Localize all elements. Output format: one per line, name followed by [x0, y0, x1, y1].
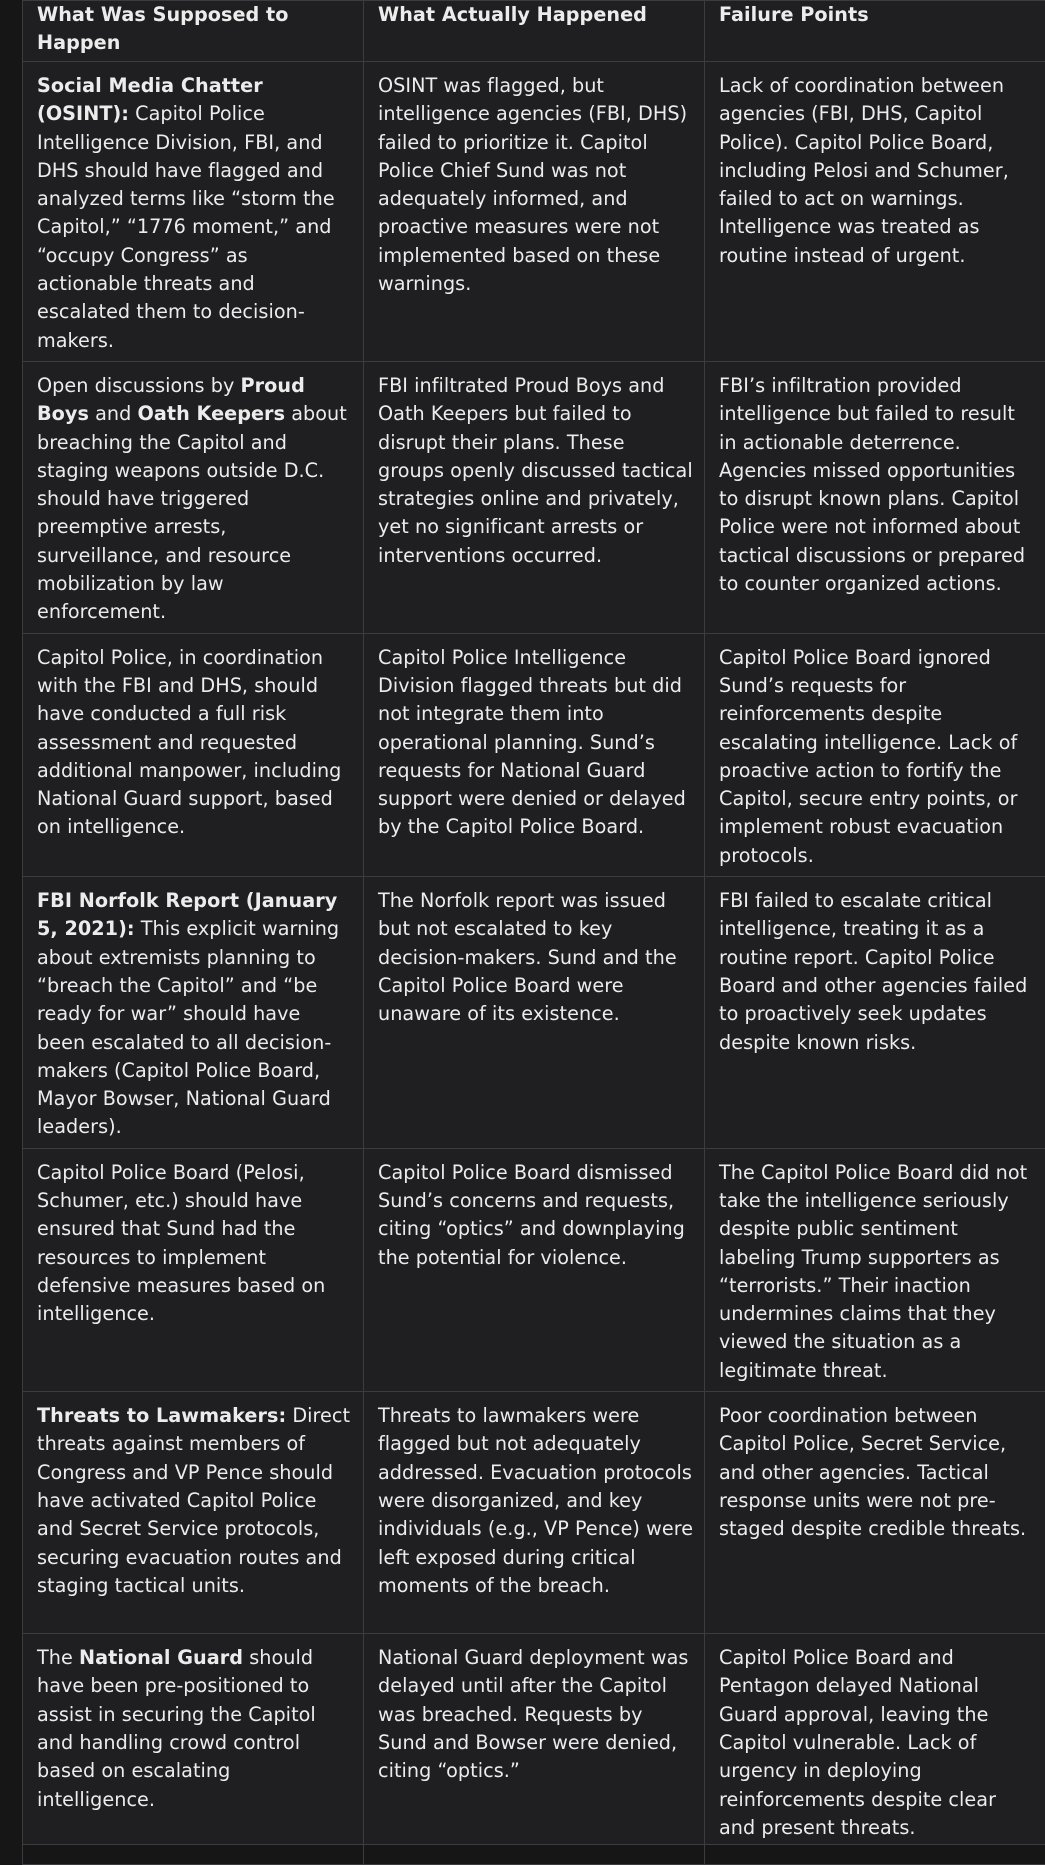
cell-actual: Threats to lawmakers were flagged but not adequately addressed. Evacuation protocols were disorganized, and key individuals (e.g., VP Pence) were left exposed during critical moments of the breach.: [364, 1392, 705, 1634]
table-row: [23, 633, 1045, 876]
cell-failure: Lack of coordination between agencies (FBI, DHS, Capitol Police). Capitol Police Board, including Pelosi and Schumer, failed to act on warnings. Intelligence was treated as routine instead of urgent.: [705, 62, 1045, 362]
cell-text: and: [89, 402, 138, 425]
cell-bold-term: National Guard: [79, 1646, 243, 1669]
cell-actual: Capitol Police Intelligence Division flagged threats but did not integrate them into operational planning. Sund’s requests for National Guard support were denied or delayed by the Capitol Police Board.: [364, 633, 705, 876]
header-failure-points: Failure Points: [705, 1, 1045, 62]
cell-bold-term: Oath Keepers: [137, 402, 285, 425]
cell-bold-lead: Social Media Chatter (OSINT):: [37, 74, 263, 125]
cell-text: Direct threats against members of Congress and VP Pence should have activated Capitol Police and Secret Service protocols, securing evacuation routes and staging tactical units.: [37, 1404, 350, 1597]
failure-analysis-table: [22, 0, 1045, 1865]
cell-bold-lead: Threats to Lawmakers:: [37, 1404, 286, 1427]
cell-actual: Capitol Police Board dismissed Sund’s concerns and requests, citing “optics” and downplaying the potential for violence.: [364, 1148, 705, 1391]
cell-failure: FBI failed to escalate critical intelligence, treating it as a routine report. Capitol Police Board and other agencies failed to proactively seek updates despite known risks.: [705, 877, 1045, 1149]
table-header-row: [23, 1, 1045, 62]
cell-supposed: [23, 361, 364, 633]
cell-actual: The Norfolk report was issued but not escalated to key decision-makers. Sund and the Capitol Police Board were unaware of its existence.: [364, 877, 705, 1149]
cell-text: This explicit warning about extremists planning to “breach the Capitol” and “be ready for war” should have been escalated to all decision-makers (Capitol Police Board, Mayor Bowser, National Guard leaders).: [37, 917, 339, 1138]
cell-supposed: Capitol Police Board (Pelosi, Schumer, etc.) should have ensured that Sund had the resources to implement defensive measures based on intelligence.: [23, 1148, 364, 1391]
cell-text: about breaching the Capitol and staging weapons outside D.C. should have triggered preemptive arrests, surveillance, and resource mobilization by law enforcement.: [37, 402, 347, 623]
cell-bold-term: Proud Boys: [37, 374, 305, 425]
cell-supposed: [23, 1634, 364, 1865]
table-row: [23, 361, 1045, 633]
cell-failure: The Capitol Police Board did not take the intelligence seriously despite public sentiment labeling Trump supporters as “terrorists.” Their inaction undermines claims that they viewed the situation as a legitimate threat.: [705, 1148, 1045, 1391]
cell-supposed: [23, 62, 364, 362]
cell-failure: Capitol Police Board ignored Sund’s requests for reinforcements despite escalating intelligence. Lack of proactive action to fortify the Capitol, secure entry points, or implement robust evacuation protocols.: [705, 633, 1045, 876]
cell-text: should have been pre-positioned to assist in securing the Capitol and handling crowd control based on escalating intelligence.: [37, 1646, 316, 1810]
header-supposed-to-happen: What Was Supposed to Happen: [23, 1, 364, 62]
table-row: [23, 1148, 1045, 1391]
table-row: [23, 1392, 1045, 1634]
cell-actual: OSINT was flagged, but intelligence agencies (FBI, DHS) failed to prioritize it. Capitol Police Chief Sund was not adequately informed, and proactive measures were not implemented based on these warnings.: [364, 62, 705, 362]
cell-bold-lead: FBI Norfolk Report (January 5, 2021):: [37, 889, 337, 940]
cell-text: Capitol Police Intelligence Division, FBI, and DHS should have flagged and analyzed terms like “storm the Capitol,” “1776 moment,” and “occupy Congress” as actionable threats and escalated them to decision-makers.: [37, 102, 335, 351]
table-row: [23, 62, 1045, 362]
cell-text: The: [37, 1646, 79, 1669]
cell-text: Open discussions by: [37, 374, 241, 397]
cell-actual: National Guard deployment was delayed until after the Capitol was breached. Requests by Sund and Bowser were denied, citing “optics.”: [364, 1634, 705, 1865]
table-row: [23, 877, 1045, 1149]
cell-failure: Capitol Police Board and Pentagon delayed National Guard approval, leaving the Capitol vulnerable. Lack of urgency in deploying reinforcements despite clear and present threats.: [705, 1634, 1045, 1865]
table-row: [23, 1634, 1045, 1865]
header-actually-happened: What Actually Happened: [364, 1, 705, 62]
cell-failure: Poor coordination between Capitol Police, Secret Service, and other agencies. Tactical response units were not pre-staged despite credible threats.: [705, 1392, 1045, 1634]
cell-failure: FBI’s infiltration provided intelligence but failed to result in actionable deterrence. Agencies missed opportunities to disrupt known plans. Capitol Police were not informed about tactical discussions or prepared to counter organized actions.: [705, 361, 1045, 633]
cell-supposed: [23, 877, 364, 1149]
cell-supposed: [23, 1392, 364, 1634]
cell-supposed: Capitol Police, in coordination with the FBI and DHS, should have conducted a full risk assessment and requested additional manpower, including National Guard support, based on intelligence.: [23, 633, 364, 876]
cell-actual: FBI infiltrated Proud Boys and Oath Keepers but failed to disrupt their plans. These groups openly discussed tactical strategies online and privately, yet no significant arrests or interventions occurred.: [364, 361, 705, 633]
